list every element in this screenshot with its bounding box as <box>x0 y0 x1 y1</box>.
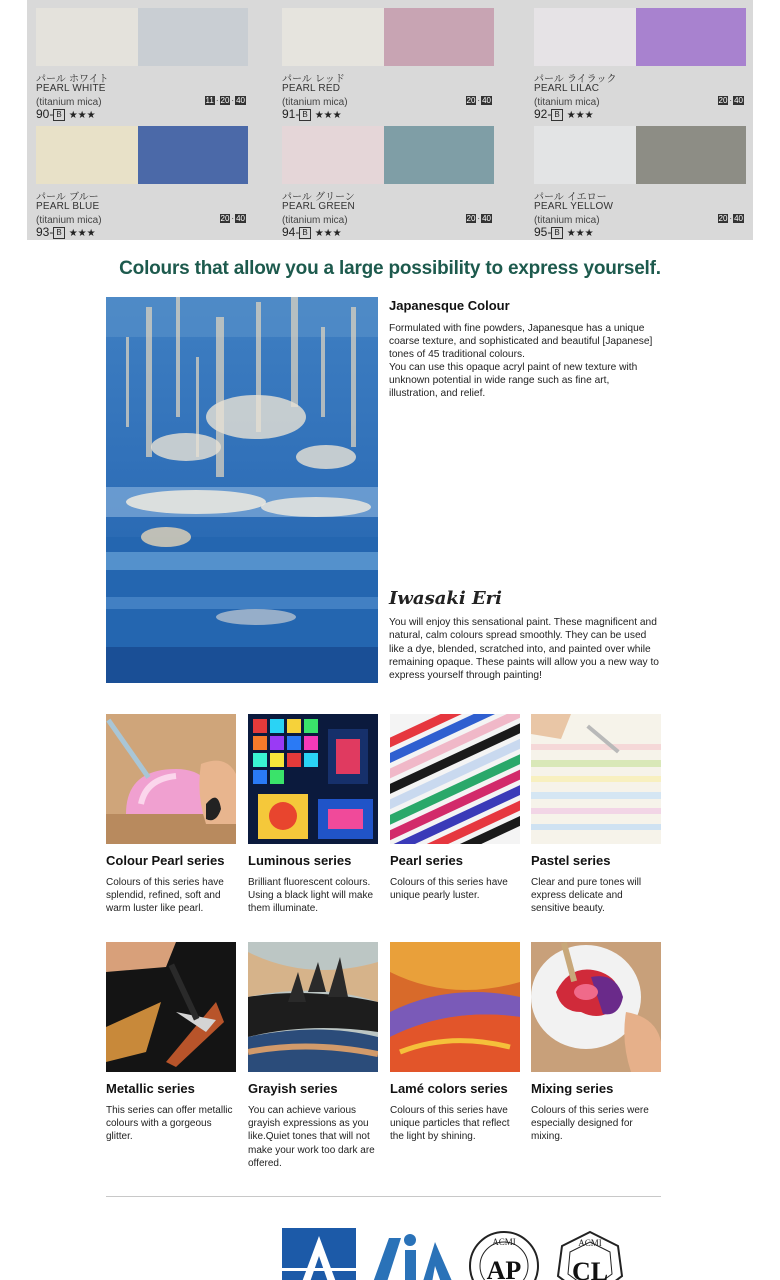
swatch-pigment: (titanium mica) <box>36 215 102 226</box>
acmi-label: ACMI <box>578 1238 602 1248</box>
swatch-number: 90- <box>36 107 54 121</box>
series-title: Pearl series <box>390 853 464 868</box>
feature-title: Japanesque Colour <box>389 298 510 313</box>
swatch-japanese-name: パール イエロー <box>534 192 607 203</box>
series-pastel <box>531 714 663 915</box>
mixing-photo <box>531 942 661 1072</box>
swatch-code <box>36 107 96 121</box>
association-logo <box>371 1228 455 1280</box>
series-description: Colours of this series have unique pearly luster. <box>390 877 508 902</box>
swatch-code <box>534 225 594 239</box>
swatch-pearl-colour <box>384 8 494 66</box>
swatch-sample <box>282 8 494 66</box>
swatch-base-colour <box>36 126 138 184</box>
swatch-number: 94- <box>282 225 300 239</box>
swatch-base-colour <box>534 8 636 66</box>
swatch-code <box>282 225 342 239</box>
series-description: Clear and pure tones will express delicate and sensitive beauty. <box>531 877 642 915</box>
acmi-cl-seal <box>552 1228 628 1280</box>
swatch-size: 20 <box>466 214 476 223</box>
swatch-english-name: PEARL LILAC <box>534 83 600 94</box>
swatch-item <box>534 120 746 238</box>
artist-description: You will enjoy this sensational paint. These magnificent and natural, calm colours spread smoothly. They can be used like a dye, blended, scratched into, and painted over while remaining opaque. These paints will allow you a new way to express yourself through painting! <box>389 617 659 682</box>
swatch-english-name: PEARL BLUE <box>36 201 100 212</box>
pastel-photo <box>531 714 661 844</box>
swatch-grade: B <box>551 109 562 121</box>
swatch-japanese-name: パール グリーン <box>282 192 355 203</box>
swatch-base-colour <box>282 8 384 66</box>
swatch-size: 40 <box>482 214 491 223</box>
divider <box>106 1196 661 1197</box>
swatch-number: 95- <box>534 225 552 239</box>
series-description: Brilliant fluorescent colours. Using a black light will make them illuminate. <box>248 877 374 915</box>
swatch-sizes: 11 · 20 · 40 <box>205 96 245 105</box>
feature-description: Formulated with fine powders, Japanesque has a unique coarse texture, and sophisticated and beautiful [Japanese] tones of 45 traditional colours. You can use this opaque acryl paint of new texture with unknown potential in wide range such as fine art, illustration, and relief. <box>389 323 653 399</box>
swatch-code <box>36 225 96 239</box>
swatch-item <box>36 2 248 120</box>
swatch-base-colour <box>534 126 636 184</box>
series-title: Colour Pearl series <box>106 853 225 868</box>
swatch-pigment: (titanium mica) <box>282 97 348 108</box>
pearl-photo <box>390 714 520 844</box>
swatch-sample <box>36 8 248 66</box>
series-title: Mixing series <box>531 1081 614 1096</box>
grayish-photo <box>248 942 378 1072</box>
swatch-sizes: 20 · 40 <box>718 96 743 105</box>
swatch-japanese-name: パール ブルー <box>36 192 99 203</box>
swatch-pigment: (titanium mica) <box>36 97 102 108</box>
swatch-english-name: PEARL GREEN <box>282 201 355 212</box>
swatch-english-name: PEARL RED <box>282 83 341 94</box>
swatch-base-colour <box>36 8 138 66</box>
swatch-number: 92- <box>534 107 552 121</box>
series-lame <box>390 942 522 1143</box>
swatch-base-colour <box>282 126 384 184</box>
swatch-sizes: 20 · 40 <box>466 96 491 105</box>
swatch-size: 40 <box>734 96 743 105</box>
swatch-grade: B <box>53 109 64 121</box>
luminous-photo <box>248 714 378 844</box>
swatch-grade: B <box>551 227 562 239</box>
swatch-code <box>282 107 342 121</box>
ap-label: AP <box>486 1256 522 1280</box>
series-metallic <box>106 942 238 1143</box>
swatch-pigment: (titanium mica) <box>282 215 348 226</box>
swatch-size: 40 <box>482 96 491 105</box>
swatch-sizes: 20 · 40 <box>718 214 743 223</box>
swatch-sizes: 20 · 40 <box>466 214 491 223</box>
series-grayish <box>248 942 380 1169</box>
swatch-japanese-name: パール ライラック <box>534 74 617 85</box>
swatch-pearl-colour <box>636 126 746 184</box>
swatch-stars: ★★★ <box>68 110 96 121</box>
swatch-sample <box>534 126 746 184</box>
swatch-sample <box>534 8 746 66</box>
swatch-size: 20 <box>718 214 728 223</box>
swatch-code <box>534 107 594 121</box>
swatch-size: 40 <box>734 214 743 223</box>
series-mixing <box>531 942 663 1143</box>
swatch-pigment: (titanium mica) <box>534 215 600 226</box>
series-title: Metallic series <box>106 1081 195 1096</box>
series-title: Lamé colors series <box>390 1081 508 1096</box>
swatch-size: 20 <box>718 96 728 105</box>
swatch-english-name: PEARL WHITE <box>36 83 106 94</box>
swatch-size: 40 <box>236 214 245 223</box>
swatch-sizes: 20 · 40 <box>220 214 245 223</box>
series-title: Luminous series <box>248 853 352 868</box>
swatch-size: 40 <box>236 96 245 105</box>
swatch-stars: ★★★ <box>566 110 594 121</box>
artist-name: Iwasaki Eri <box>389 588 502 609</box>
swatch-stars: ★★★ <box>314 228 342 239</box>
series-pearl <box>390 714 522 902</box>
brand-logo <box>282 1228 356 1280</box>
iwasaki-eri-painting <box>106 297 378 683</box>
series-description: Colours of this series have splendid, refined, soft and warm luster like pearl. <box>106 877 224 915</box>
swatch-stars: ★★★ <box>566 228 594 239</box>
swatch-pearl-colour <box>138 8 248 66</box>
swatch-sample <box>282 126 494 184</box>
series-description: This series can offer metallic colours with a gorgeous glitter. <box>106 1105 233 1143</box>
swatch-grade: B <box>299 109 310 121</box>
swatch-pigment: (titanium mica) <box>534 97 600 108</box>
swatch-item <box>36 120 248 238</box>
swatch-japanese-name: パール ホワイト <box>36 74 109 85</box>
swatch-item <box>282 120 494 238</box>
swatch-stars: ★★★ <box>314 110 342 121</box>
series-description: You can achieve various grayish expressions as you like.Quiet tones that will not make your work too dark are offered. <box>248 1105 375 1169</box>
swatch-sample <box>36 126 248 184</box>
swatch-size: 11 <box>205 96 214 105</box>
series-luminous <box>248 714 380 915</box>
swatch-number: 93- <box>36 225 54 239</box>
series-title: Pastel series <box>531 853 611 868</box>
swatch-size: 20 <box>466 96 476 105</box>
cl-label: CL <box>571 1257 609 1280</box>
swatch-english-name: PEARL YELLOW <box>534 201 614 212</box>
series-description: Colours of this series were especially designed for mixing. <box>531 1105 649 1143</box>
lame-photo <box>390 942 520 1072</box>
metallic-photo <box>106 942 236 1072</box>
swatch-japanese-name: パール レッド <box>282 74 345 85</box>
colour-pearl-photo <box>106 714 236 844</box>
series-colour-pearl <box>106 714 238 915</box>
swatch-item <box>534 2 746 120</box>
swatch-item <box>282 2 494 120</box>
swatch-pearl-colour <box>138 126 248 184</box>
swatch-size: 20 <box>220 214 230 223</box>
swatch-number: 91- <box>282 107 300 121</box>
acmi-ap-seal <box>466 1228 542 1280</box>
swatch-size: 20 <box>220 96 230 105</box>
acmi-label: ACMI <box>492 1237 516 1247</box>
page-heading: Colours that allow you a large possibility to express yourself. <box>119 258 661 279</box>
swatch-pearl-colour <box>384 126 494 184</box>
pearl-colour-chart <box>27 0 753 240</box>
swatch-grade: B <box>53 227 64 239</box>
series-description: Colours of this series have unique particles that reflect the light by shining. <box>390 1105 510 1143</box>
swatch-pearl-colour <box>636 8 746 66</box>
swatch-grade: B <box>299 227 310 239</box>
series-title: Grayish series <box>248 1081 338 1096</box>
swatch-stars: ★★★ <box>68 228 96 239</box>
